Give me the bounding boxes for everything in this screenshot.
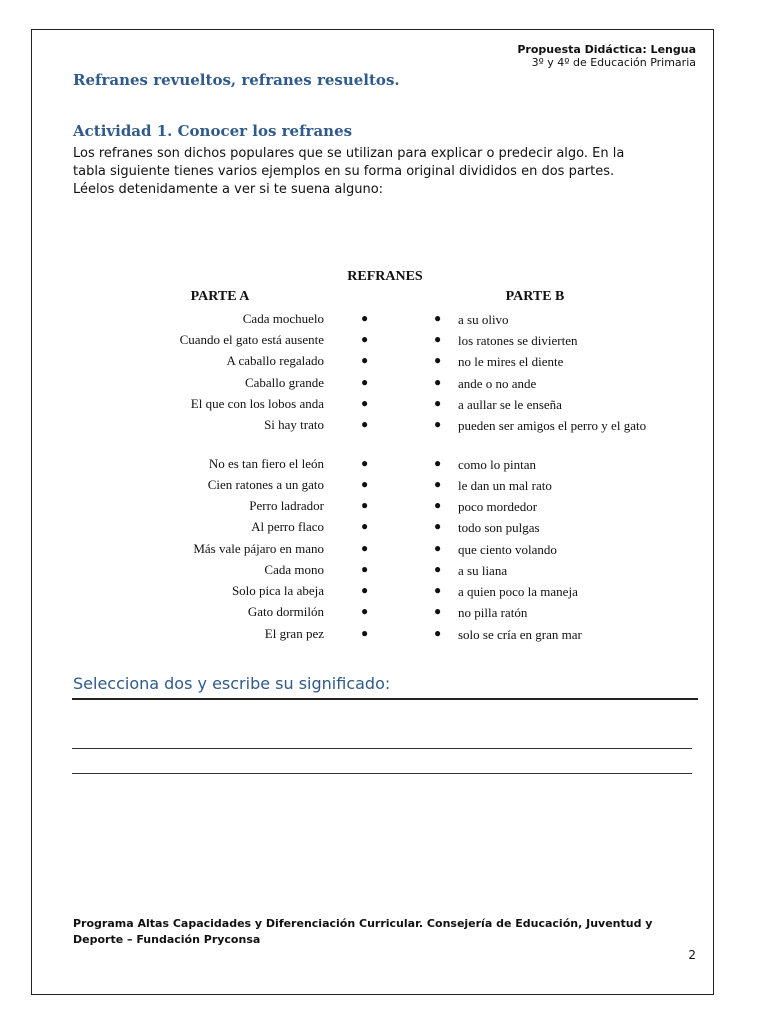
part-b-text: como lo pintan — [458, 457, 536, 472]
part-b-text: que ciento volando — [458, 542, 557, 557]
activity-heading: Actividad 1. Conocer los refranes — [73, 122, 353, 140]
part-b-text: a su olivo — [458, 312, 509, 327]
table-row — [0, 519, 768, 539]
part-a-text: Si hay trato — [264, 417, 324, 432]
answer-line[interactable] — [72, 748, 692, 749]
bullet-left-icon: ● — [361, 417, 369, 431]
bullet-left-icon: ● — [361, 375, 369, 389]
part-a-text: Solo pica la abeja — [231, 583, 324, 598]
bullet-right-icon: ● — [434, 456, 442, 470]
heading-rule — [72, 698, 698, 700]
bullet-right-icon: ● — [434, 583, 442, 597]
bullet-left-icon: ● — [361, 353, 369, 367]
table-row — [0, 375, 768, 395]
table-row — [0, 396, 768, 416]
table-row — [0, 353, 768, 373]
part-b-text: pueden ser amigos el perro y el gato — [458, 418, 647, 433]
bullet-right-icon: ● — [434, 604, 442, 618]
table-title: REFRANES — [347, 269, 423, 284]
part-a-text: Perro ladrador — [249, 498, 324, 513]
bullet-right-icon: ● — [434, 477, 442, 491]
bullet-left-icon: ● — [361, 456, 369, 470]
bullet-right-icon: ● — [434, 562, 442, 576]
part-b-text: a quien poco la maneja — [458, 584, 578, 599]
bullet-left-icon: ● — [361, 332, 369, 346]
bullet-right-icon: ● — [434, 396, 442, 410]
part-a-text: Cien ratones a un gato — [207, 477, 324, 492]
table-row — [0, 456, 768, 476]
part-b-text: no le mires el diente — [458, 354, 564, 369]
table-row — [0, 332, 768, 352]
part-b-text: ande o no ande — [458, 376, 537, 391]
bullet-right-icon: ● — [434, 332, 442, 346]
bullet-left-icon: ● — [361, 311, 369, 325]
bullet-left-icon: ● — [361, 396, 369, 410]
table-row — [0, 562, 768, 582]
table-row — [0, 417, 768, 437]
page-number: 2 — [688, 948, 696, 962]
table-row — [0, 626, 768, 646]
part-b-text: a aullar se le enseña — [458, 397, 562, 412]
activity-intro — [73, 145, 698, 199]
select-heading: Selecciona dos y escribe su significado: — [73, 674, 391, 693]
intro-line: Léelos detenidamente a ver si te suena alguno: — [73, 182, 384, 197]
part-a-text: Cada mono — [264, 562, 324, 577]
part-b-text: no pilla ratón — [458, 605, 528, 620]
bullet-right-icon: ● — [434, 375, 442, 389]
part-b-text: los ratones se divierten — [458, 333, 578, 348]
table-row — [0, 477, 768, 497]
part-b-text: todo son pulgas — [458, 520, 540, 535]
header-subject: Propuesta Didáctica: Lengua — [517, 43, 696, 56]
bullet-right-icon: ● — [434, 311, 442, 325]
bullet-right-icon: ● — [434, 541, 442, 555]
bullet-left-icon: ● — [361, 562, 369, 576]
intro-line: tabla siguiente tienes varios ejemplos en su forma original divididos en dos partes. — [73, 164, 615, 179]
part-a-text: A caballo regalado — [226, 353, 324, 368]
table-row — [0, 583, 768, 603]
bullet-right-icon: ● — [434, 626, 442, 640]
bullet-right-icon: ● — [434, 353, 442, 367]
part-a-text: Más vale pájaro en mano — [193, 541, 324, 556]
bullet-left-icon: ● — [361, 477, 369, 491]
part-b-text: a su liana — [458, 563, 508, 578]
bullet-left-icon: ● — [361, 626, 369, 640]
table-row — [0, 541, 768, 561]
bullet-right-icon: ● — [434, 519, 442, 533]
table-row — [0, 311, 768, 331]
part-a-text: El que con los lobos anda — [190, 396, 324, 411]
part-b-text: solo se cría en gran mar — [458, 627, 582, 642]
bullet-left-icon: ● — [361, 498, 369, 512]
footer-text: Programa Altas Capacidades y Diferenciación Curricular. Consejería de Educación, Juventud y Deporte – Fundación Pryconsa — [73, 917, 653, 946]
part-a-text: No es tan fiero el león — [208, 456, 324, 471]
intro-line: Los refranes son dichos populares que se utilizan para explicar o predecir algo. En la — [73, 146, 625, 161]
bullet-left-icon: ● — [361, 583, 369, 597]
bullet-left-icon: ● — [361, 604, 369, 618]
bullet-left-icon: ● — [361, 519, 369, 533]
table-row — [0, 604, 768, 624]
header-level: 3º y 4º de Educación Primaria — [531, 56, 696, 69]
part-a-text: Al perro flaco — [251, 519, 324, 534]
part-a-text: Cuando el gato está ausente — [179, 332, 324, 347]
part-b-text: poco mordedor — [458, 499, 538, 514]
part-a-text: El gran pez — [264, 626, 324, 641]
column-a-header: PARTE A — [190, 289, 250, 304]
answer-line[interactable] — [72, 773, 692, 774]
table-row — [0, 498, 768, 518]
part-b-text: le dan un mal rato — [458, 478, 552, 493]
column-b-header: PARTE B — [505, 289, 565, 304]
bullet-right-icon: ● — [434, 417, 442, 431]
part-a-text: Gato dormilón — [247, 604, 324, 619]
bullet-left-icon: ● — [361, 541, 369, 555]
bullet-right-icon: ● — [434, 498, 442, 512]
part-a-text: Caballo grande — [244, 375, 324, 390]
part-a-text: Cada mochuelo — [242, 311, 324, 326]
document-title: Refranes revueltos, refranes resueltos. — [73, 71, 400, 89]
